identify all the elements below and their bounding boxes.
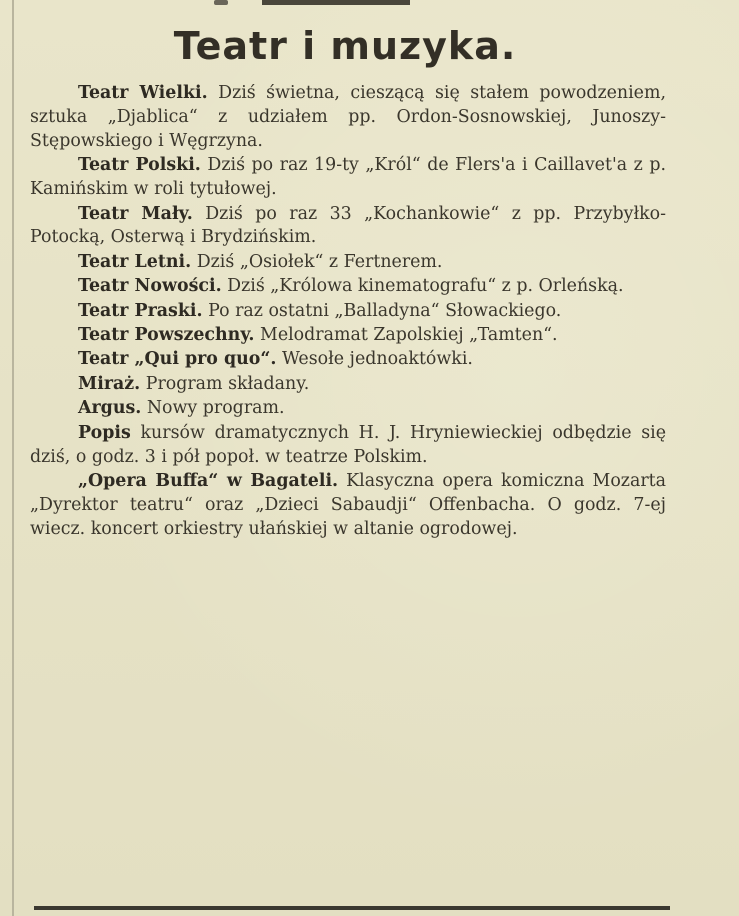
paragraph-text: Nowy program.: [141, 398, 285, 419]
paragraph-lead: Teatr Letni.: [78, 251, 192, 272]
paragraph-argus: [30, 397, 666, 421]
paragraph-teatr-praski: [30, 300, 666, 324]
paragraph-text: Dziś „Królowa kinematografu“ z p. Orleńską.: [221, 276, 624, 297]
top-ornament: [214, 0, 228, 5]
paragraph-lead: Teatr Nowości.: [78, 276, 222, 297]
paragraph-lead: Teatr „Qui pro quo“.: [78, 349, 277, 370]
paragraph-lead: Teatr Wielki.: [78, 83, 208, 103]
section-headline: Teatr i muzyka.: [173, 24, 517, 68]
paragraph-text: Wesołe jednoaktówki.: [276, 349, 473, 370]
top-rule: [262, 0, 410, 5]
paragraph-text: kursów dramatycznych H. J. Hryniewieckiej odbędzie się dziś, o godz. 3 i pół popoł. w teatrze Polskim.: [30, 422, 666, 467]
paragraph-text: Po raz ostatni „Balladyna“ Słowackiego.: [202, 300, 562, 321]
paragraph-miraz: [30, 373, 666, 397]
paragraph-teatr-maly: [30, 203, 666, 251]
paragraph-text: Dziś po raz 19-ty „Król“ de Flers'a i Caillavet'a z p. Kamińskim w roli tytułowej.: [30, 155, 667, 200]
paragraph-text: Melodramat Zapolskiej „Tamten“.: [254, 325, 558, 346]
paragraph-lead: Popis: [78, 422, 131, 443]
paragraph-text: Dziś po raz 33 „Kochankowie“ z pp. Przybyłko-Potocką, Osterwą i Brydzińskim.: [30, 203, 666, 248]
paragraph-lead: Teatr Praski.: [78, 300, 203, 321]
paragraph-text: Program składany.: [140, 373, 310, 394]
paragraph-lead: „Opera Buffa“ w Bagateli.: [78, 471, 339, 491]
paragraph-lead: Teatr Powszechny.: [78, 325, 255, 346]
paragraph-lead: Teatr Polski.: [78, 155, 201, 176]
paragraph-text: Dziś „Osiołek“ z Fertnerem.: [191, 251, 443, 272]
paragraph-popis: [30, 422, 666, 470]
paragraph-text: Dziś świetna, cieszącą się stałem powodzeniem, sztuka „Djablica“ z udziałem pp. Ordon-Sosnowskiej, Junoszy-Stępowskiego i Węgrzyna.: [30, 83, 666, 151]
paragraph-teatr-wielki: [30, 82, 666, 154]
article-column: [30, 82, 666, 542]
paragraph-qui-pro-quo: [30, 348, 666, 372]
paragraph-lead: Miraż.: [78, 373, 141, 394]
column-divider: [12, 0, 14, 916]
paragraph-opera-buffa: [30, 470, 666, 542]
bottom-rule: [34, 906, 670, 910]
paragraph-teatr-polski: [30, 154, 666, 202]
paragraph-lead: Argus.: [78, 398, 142, 419]
paragraph-lead: Teatr Mały.: [78, 203, 193, 224]
paragraph-teatr-powszechny: [30, 324, 666, 348]
paragraph-text: Klasyczna opera komiczna Mozarta „Dyrektor teatru“ oraz „Dzieci Sabaudji“ Offenbacha. O godz. 7-ej wiecz. koncert orkiestry ułańskiej w altanie ogrodowej.: [30, 471, 666, 539]
paragraph-teatr-letni: [30, 251, 666, 275]
paragraph-teatr-nowosci: [30, 275, 666, 299]
